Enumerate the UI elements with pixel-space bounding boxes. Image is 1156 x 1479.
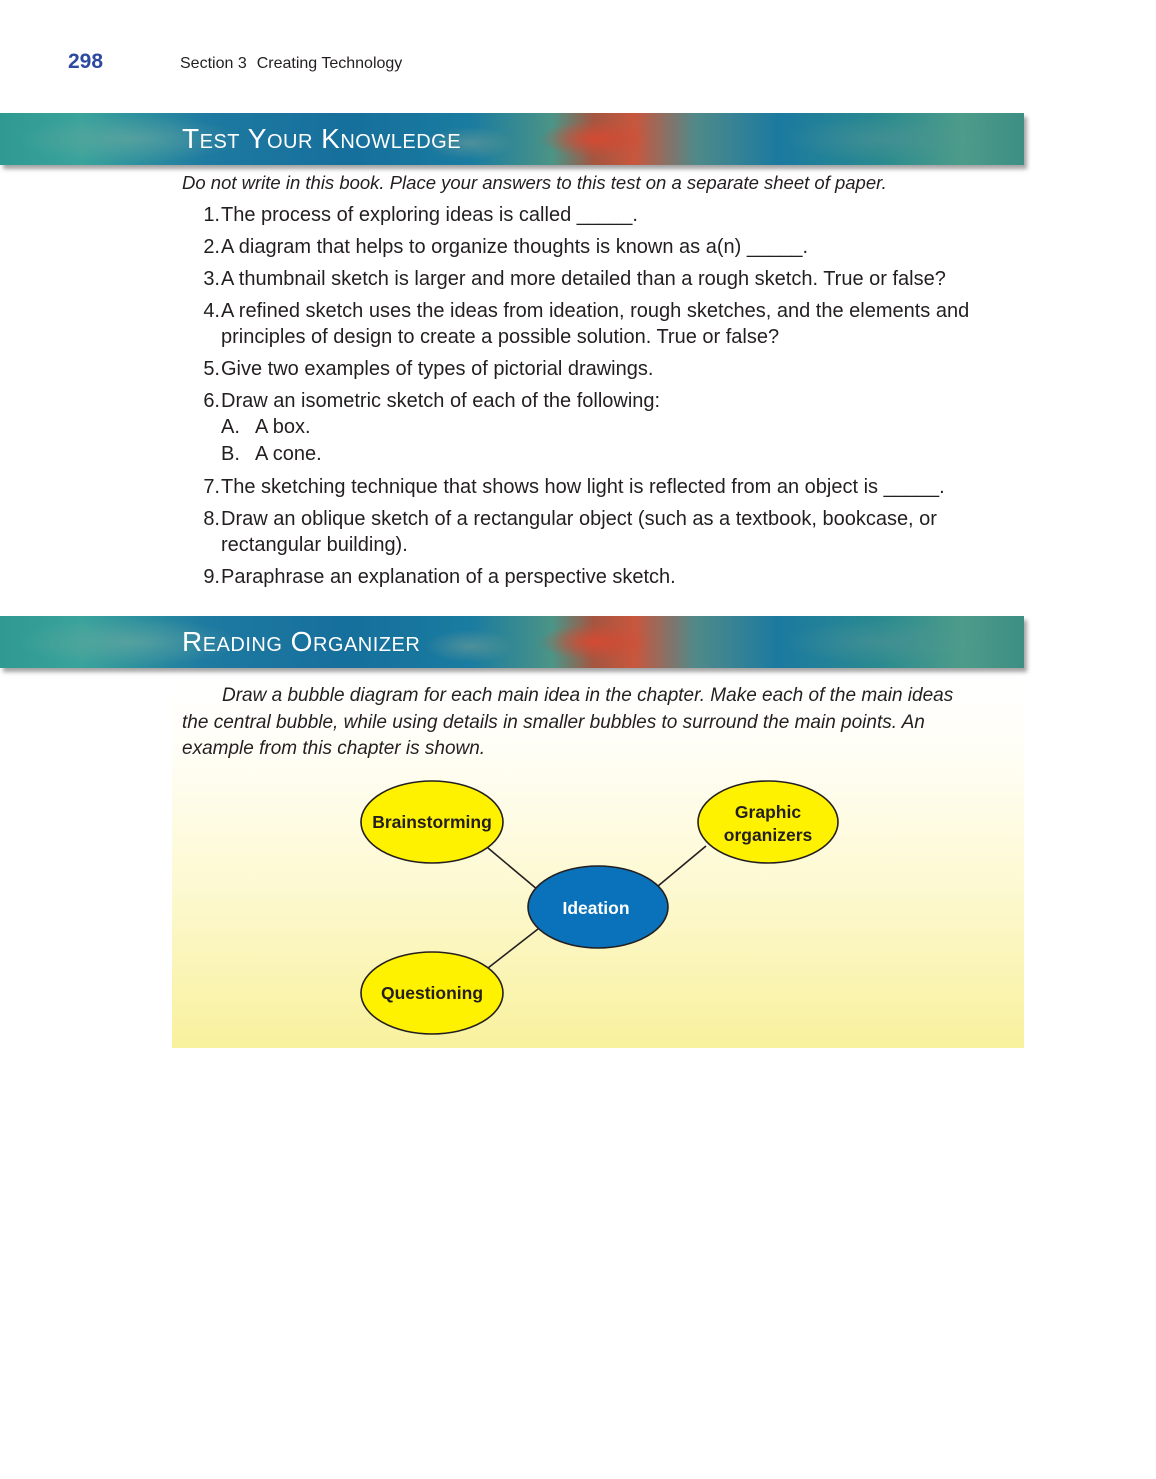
question-text: A thumbnail sketch is larger and more detailed than a rough sketch. True or false?	[221, 268, 946, 290]
chapter-title: Creating Technology	[256, 55, 403, 72]
graphic-organizers-label-line1: Graphic	[734, 802, 802, 822]
question-text: A refined sketch uses the ideas from ideation, rough sketches, and the elements and principles of design to create a possible solution. True or false?	[221, 300, 970, 348]
reading-organizer-instructions: Draw a bubble diagram for each main idea in the chapter. Make each of the main ideas the central bubble, while using details in smaller bubbles to surround the main points. An example from this chapter is shown.	[182, 685, 954, 759]
question-text: Give two examples of types of pictorial drawings.	[221, 358, 654, 380]
graphic-organizers-label-line2: organizers	[723, 825, 813, 845]
test-instructions: Do not write in this book. Place your answers to this test on a separate sheet of paper.	[182, 172, 887, 193]
question-text: The sketching technique that shows how light is reflected from an object is _____.	[221, 476, 945, 498]
page-number: 298	[68, 50, 104, 73]
question-number: 3.	[203, 268, 220, 290]
reading-organizer-heading: Reading Organizer	[182, 626, 421, 657]
sub-question-text: A cone.	[255, 443, 322, 465]
ideation-label: Ideation	[562, 898, 630, 918]
sub-question-label: B.	[221, 443, 240, 465]
brainstorming-label: Brainstorming	[372, 812, 492, 832]
questioning-label: Questioning	[380, 983, 484, 1003]
question-text: Draw an isometric sketch of each of the following:	[221, 390, 661, 412]
question-number: 2.	[203, 236, 220, 258]
connector-questioning	[488, 929, 538, 968]
test-your-knowledge-heading: Test Your Knowledge	[182, 123, 462, 154]
section-label: Section 3	[180, 55, 247, 72]
question-text: The process of exploring ideas is called _____.	[221, 204, 638, 226]
question-number: 5.	[203, 358, 220, 380]
connector-brainstorming	[488, 848, 538, 890]
question-text: Draw an oblique sketch of a rectangular object (such as a textbook, bookcase, or rectangular building).	[221, 508, 937, 556]
sub-question-text: A box.	[255, 416, 311, 438]
question-number: 4.	[203, 300, 220, 322]
question-number: 7.	[203, 476, 220, 498]
question-text: Paraphrase an explanation of a perspective sketch.	[221, 566, 676, 588]
sub-question-label: A.	[221, 416, 240, 438]
question-number: 6.	[203, 390, 220, 412]
question-number: 9.	[203, 566, 220, 588]
question-text: A diagram that helps to organize thoughts is known as a(n) _____.	[221, 236, 809, 258]
question-number: 1.	[203, 204, 220, 226]
graphic-organizers-bubble	[698, 781, 838, 863]
question-number: 8.	[203, 508, 220, 530]
connector-graphic-organizers	[658, 846, 706, 886]
